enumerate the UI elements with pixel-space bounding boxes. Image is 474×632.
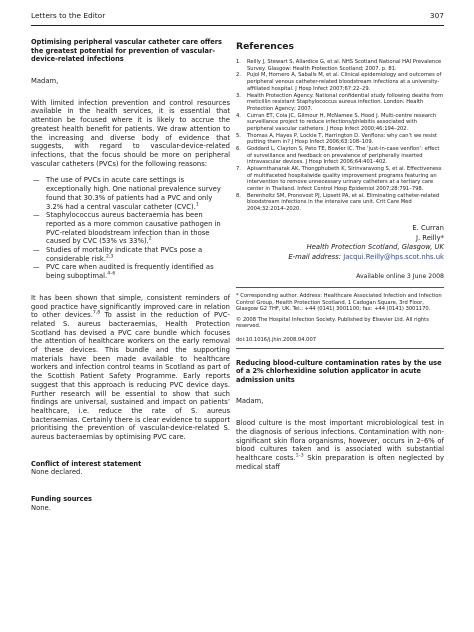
reference-item: 2. Pujol M, Hornero A, Saballs M, et al. Clinical epidemiology and outcomes of peripheral venous catheter-related bloodstream infections at a university-affiliated hospital. J Hosp Infect 2007;67:22–29. — [236, 72, 442, 92]
reason-text: The use of PVCs in acute care settings is exceptionally high. One national prevalence survey found that 30.3% of patients had a PVC and only 3.2% had a central vascular catheter (CVC). — [46, 176, 221, 211]
header-rule — [31, 25, 444, 26]
citation: 1 — [195, 202, 199, 208]
letter2-body-start: Blood culture is the most important microbiological test in the diagnosis of serious infections. Contamination with non-significant skin flora organisms, however, occurs in 2–6% of blood cultures taken and is associated with substantial healthcare costs. — [236, 419, 444, 463]
references-heading: References — [236, 41, 294, 52]
reference-item: 1. Reilly J, Stewart S, Allardice G, et al. NHS Scotland National HAI Prevalence Survey. Glasgow: Health Protection Scotland; 2007. p. 81. — [236, 59, 442, 72]
letter1-paragraph-2 — [31, 294, 230, 442]
left-column — [31, 31, 230, 512]
citation: 7,8 — [92, 310, 101, 316]
running-header — [31, 11, 444, 23]
reference-item: 4. Curran ET, Coia JC, Gilmour H, McNamee S, Hood J. Multi-centre research surveillance project to reduce infections/phlebitis associated with peripheral vascular catheters. J Hosp Infect 2000;46:194–202. — [236, 112, 437, 132]
paragraph-2-start: It has been shown that simple, consistent reminders of good practice have significantly improved care in relation to other devices. — [31, 293, 230, 320]
reference-item: 3. Health Protection Agency. National confidential study following deaths from meticillin resistant Staphylococcus aureus infection. London: Health Protection Agency; 2007. — [236, 92, 444, 112]
reference-item: 5. Thomas A, Hayes P, Lockie T, Harrington D. Venflons: why can’t we resist putting them in? J Hosp Infect 2006;63:108–109. — [236, 132, 437, 146]
page-number: 307 — [429, 11, 444, 20]
reference-item: 6. Goddard L, Clayton S, Peto TE, Bowler IC. The ‘just-in-case venflon’: effect of surveillance and feedback on prevalence of peripherally inserted intravascular devices. J Hosp Infect 2006;64:401–402. — [236, 146, 440, 166]
reference-list — [236, 59, 444, 212]
reason-item — [31, 176, 230, 211]
conflict-heading: Conflict of interest statement — [31, 459, 142, 468]
funding-heading: Funding sources — [31, 494, 92, 503]
reference-item: 8. Berenholtz SM, Pronovost PJ, Lipsett PA, et al. Eliminating catheter-related bloodstream infections in the intensive care unit. Crit Care Med 2004;32:2014–2020. — [236, 192, 440, 212]
author-name: E. Curran — [412, 224, 444, 233]
letter2-title: Reducing blood-culture contamination rates by the use of a 2% chlorhexidine solution applicator in acute admission units — [236, 358, 442, 384]
footnote-rule — [236, 287, 444, 288]
funding-body: None. — [31, 503, 51, 512]
author-name: J. Reilly* — [415, 233, 444, 242]
copyright-note: © 2008 The Hospital Infection Society. Published by Elsevier Ltd. All rights reserved. — [236, 316, 429, 330]
section-title: Letters to the Editor — [31, 11, 106, 20]
citation: 2,3 — [105, 254, 114, 260]
paragraph-2-rest: To assist in the reduction of PVC-related S. aureus bacteraemias, Health Protection Scotland has devised a PVC care bundle which focuses the attention of healthcare workers on the early removal of these devices. This bundle and the supporting materials have been made available to healthcare workers and infection control teams in Scotland as part of the Scottish Patient Safety Programme. Early reports suggest that this approach is reducing PVC device days. Further research will be essential to show that such findings are universal, sustained and impact on patients’ healthcare, i.e. reduce the rate of S. aureus bacteraemias. Certainly there is clear evidence to support prioritising the prevention of vascular-device-related S. aureus bacteraemias by optimising PVC care. — [31, 311, 230, 442]
letter1-salutation: Madam, — [31, 76, 59, 85]
author-email-line — [236, 253, 444, 262]
right-column — [236, 31, 444, 472]
reference-item: 7. Apisarnthanarak AK, Thongphubeth K, Sirinvaravong S, et al. Effectiveness of multifaceted hospitalwide quality improvement programs featuring an intervention to remove unnecessary urinary catheters at a tertiary care center in Thailand. Infect Control Hosp Epidemiol 2007;28:791–798. — [236, 166, 442, 192]
reason-text: Studies of mortality indicate that PVCs pose a considerable risk. — [46, 246, 203, 263]
author-signature — [236, 224, 444, 262]
reason-text: Staphylococcus aureus bacteraemia has been reported as a more common causative pathogen in PVC-related bloodstream infection than in those caused by CVC (53% vs 33%). — [46, 211, 221, 246]
letter-divider — [236, 348, 444, 349]
corresponding-author-note: * Corresponding author. Address: Healthcare Associated Infection and Infection Control Group, Health Protection Scotland, 1 Cadogan Square, 3rd Floor, Glasgow G2 7HF, UK. Tel.: +44 (0141) 3001100; fax: +44 (0141) 3001170. — [236, 292, 442, 313]
letter2-salutation: Madam, — [236, 397, 264, 406]
reason-item — [31, 211, 230, 246]
doi[interactable]: doi:10.1016/j.jhin.2008.04.007 — [236, 336, 317, 343]
reason-text: PVC care when audited is frequently identified as being suboptimal. — [46, 263, 214, 281]
reason-item — [31, 263, 230, 280]
letter1-paragraph-1: With limited infection prevention and control resources available in the health services, it is essential that attention be focused where it is likely to accrue the greatest health benefit for patients. We draw attention to the increasing and diverse body of evidence that suggests, with regard to vascular-device-related infections, that the focus should be more on peripheral vascular catheters (PVCs) for the following reasons: — [31, 98, 230, 168]
available-online: Available online 3 June 2008 — [356, 272, 444, 280]
citation: 1–3 — [295, 453, 304, 459]
reason-item — [31, 246, 230, 263]
conflict-body: None declared. — [31, 468, 83, 477]
citation: 2 — [148, 237, 152, 243]
letter2-body-rest: Skin preparation is often neglected by medical staff — [236, 454, 444, 471]
email-link[interactable]: Jacqui.Reilly@hps.scot.nhs.uk — [343, 252, 444, 261]
citation: 4–6 — [107, 271, 116, 277]
letter2-body — [236, 419, 444, 471]
letter1-title: Optimising peripheral vascular catheter care offers the greatest potential for prevention of vascular-device-related infections — [31, 38, 222, 64]
reasons-list — [31, 176, 230, 280]
author-affiliation: Health Protection Scotland, Glasgow, UK — [306, 243, 444, 252]
email-label: E-mail address: — [288, 252, 342, 261]
